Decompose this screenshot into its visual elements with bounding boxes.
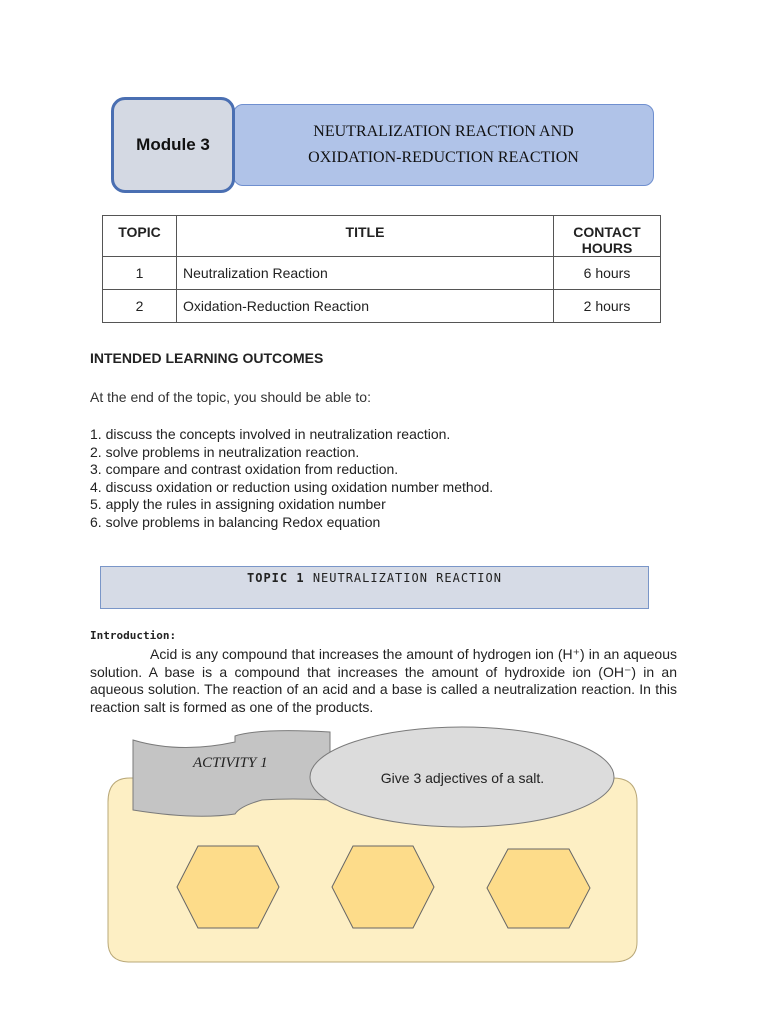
table-row (103, 257, 661, 290)
list-item: 6. solve problems in balancing Redox equation (90, 513, 381, 530)
cell-title: Oxidation-Reduction Reaction (177, 290, 554, 323)
list-item: 5. apply the rules in assigning oxidation number (90, 496, 386, 512)
activity-label: ACTIVITY 1 (193, 755, 268, 771)
activity-graphic (0, 720, 768, 970)
cell-hours: 2 hours (554, 290, 661, 323)
module-label: Module 3 (111, 97, 235, 193)
list-item: 4. discuss oxidation or reduction using oxidation number method. (90, 478, 494, 495)
module-title-line-2: OXIDATION-REDUCTION REACTION (308, 149, 579, 166)
answer-hexagon-2[interactable] (332, 846, 434, 928)
answer-hexagon-1[interactable] (177, 846, 279, 928)
cell-topic: 1 (103, 257, 177, 290)
module-title (233, 104, 654, 186)
header-contact-hours: CONTACT HOURS (554, 216, 661, 257)
ilo-intro: At the end of the topic, you should be able to: (90, 389, 371, 405)
header-topic: TOPIC (103, 216, 177, 257)
cell-title: Neutralization Reaction (177, 257, 554, 290)
table-row (103, 290, 661, 323)
cell-hours: 6 hours (554, 257, 661, 290)
module-title-line-1: NEUTRALIZATION REACTION AND (313, 123, 574, 140)
topic-banner-title: NEUTRALIZATION REACTION (312, 571, 502, 585)
topic-banner-number: TOPIC 1 (247, 571, 305, 585)
ilo-heading: INTENDED LEARNING OUTCOMES (90, 350, 324, 366)
topic-banner (100, 566, 649, 609)
cell-topic: 2 (103, 290, 177, 323)
introduction-heading: Introduction: (90, 629, 177, 642)
table-header-row (103, 216, 661, 257)
header-title: TITLE (177, 216, 554, 257)
topics-table (102, 215, 661, 323)
answer-hexagon-3[interactable] (487, 849, 590, 928)
list-item: 1. discuss the concepts involved in neutralization reaction. (90, 426, 451, 442)
list-item: 2. solve problems in neutralization reaction. (90, 443, 360, 460)
activity-prompt: Give 3 adjectives of a salt. (380, 770, 545, 786)
ilo-list (90, 426, 493, 531)
introduction-paragraph: Acid is any compound that increases the amount of hydrogen ion (H⁺) in an aqueous solution. A base is a compound that increases the amount of hydroxide ion (OH⁻) in an aqueous solution. The reaction of an acid and a base is called a neutralization reaction. In this reaction salt is formed as one of the products. (90, 646, 677, 715)
list-item: 3. compare and contrast oxidation from reduction. (90, 461, 399, 477)
